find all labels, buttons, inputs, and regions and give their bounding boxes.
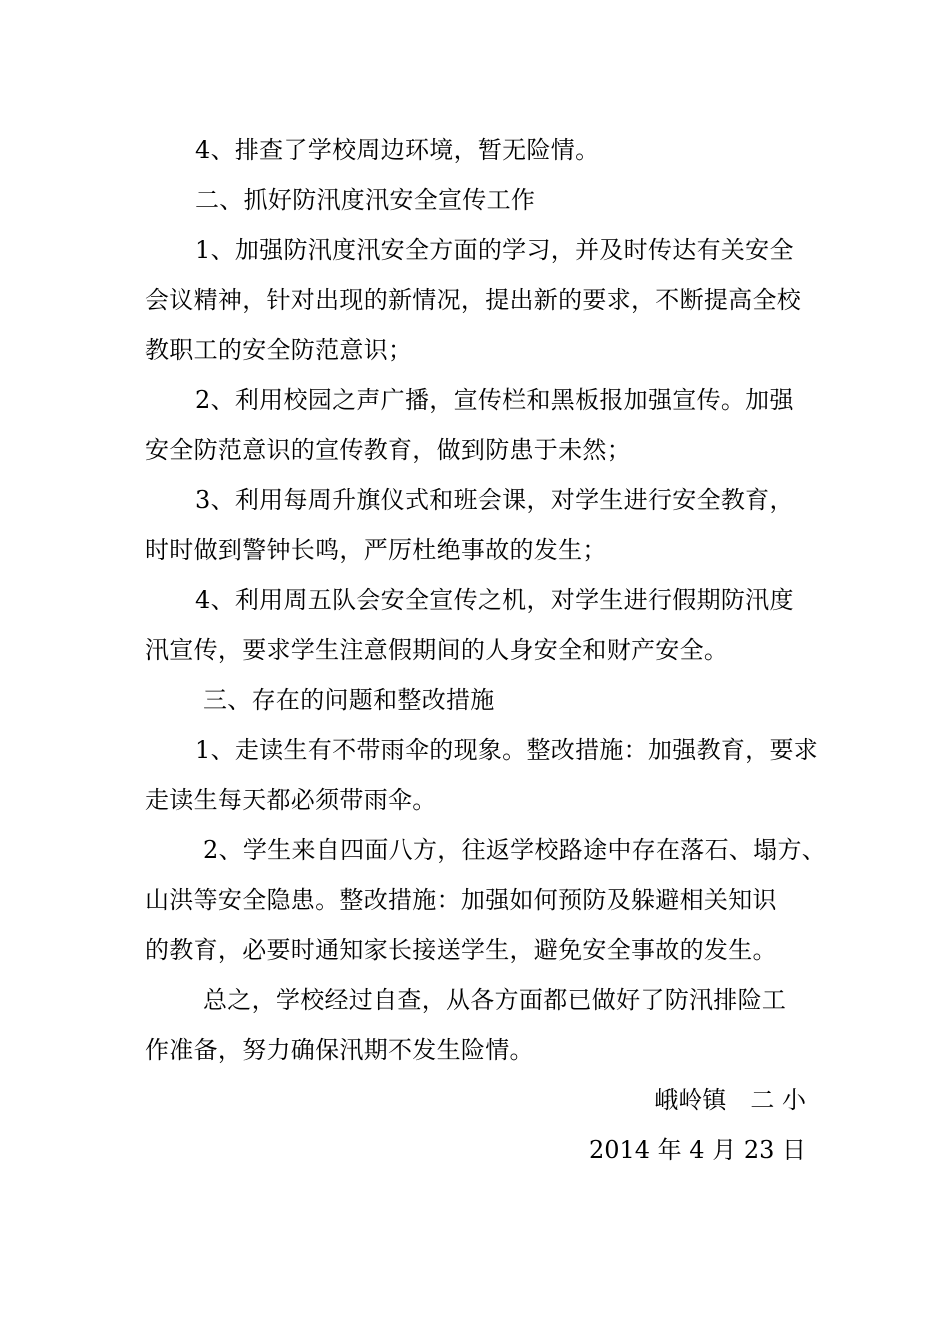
date: 2014 年 4 月 23 日 (588, 1136, 806, 1164)
paragraph-line: 山洪等安全隐患。整改措施：加强如何预防及躲避相关知识 (145, 886, 777, 914)
paragraph-line: 教职工的安全防范意识； (145, 336, 413, 364)
paragraph-line: 安全防范意识的宣传教育，做到防患于未然； (145, 436, 631, 464)
paragraph-line: 1、走读生有不带雨伞的现象。整改措施：加强教育，要求 (195, 736, 819, 764)
paragraph-line: 汛宣传，要求学生注意假期间的人身安全和财产安全。 (145, 636, 729, 664)
paragraph-line: 2、利用校园之声广播，宣传栏和黑板报加强宣传。加强 (195, 386, 794, 414)
paragraph-line: 2、学生来自四面八方，往返学校路途中存在落石、塌方、 (203, 836, 827, 864)
paragraph-line: 1、加强防汛度汛安全方面的学习，并及时传达有关安全 (195, 236, 794, 264)
paragraph-line: 作准备，努力确保汛期不发生险情。 (145, 1036, 534, 1064)
paragraph-line: 总之，学校经过自查，从各方面都已做好了防汛排险工 (203, 986, 787, 1014)
paragraph-line: 的教育，必要时通知家长接送学生，避免安全事故的发生。 (145, 936, 777, 964)
paragraph-line: 时时做到警钟长鸣，严厉杜绝事故的发生； (145, 536, 607, 564)
paragraph-line: 3、利用每周升旗仪式和班会课，对学生进行安全教育， (195, 486, 794, 514)
section-heading: 二、抓好防汛度汛安全宣传工作 (195, 186, 536, 214)
paragraph-line: 走读生每天都必须带雨伞。 (145, 786, 437, 814)
paragraph-line: 4、排查了学校周边环境，暂无险情。 (195, 136, 600, 164)
paragraph-line: 4、利用周五队会安全宣传之机，对学生进行假期防汛度 (195, 586, 794, 614)
section-heading: 三、存在的问题和整改措施 (203, 686, 495, 714)
signature: 峨岭镇 二 小 (654, 1086, 806, 1114)
paragraph-line: 会议精神，针对出现的新情况，提出新的要求，不断提高全校 (145, 286, 802, 314)
